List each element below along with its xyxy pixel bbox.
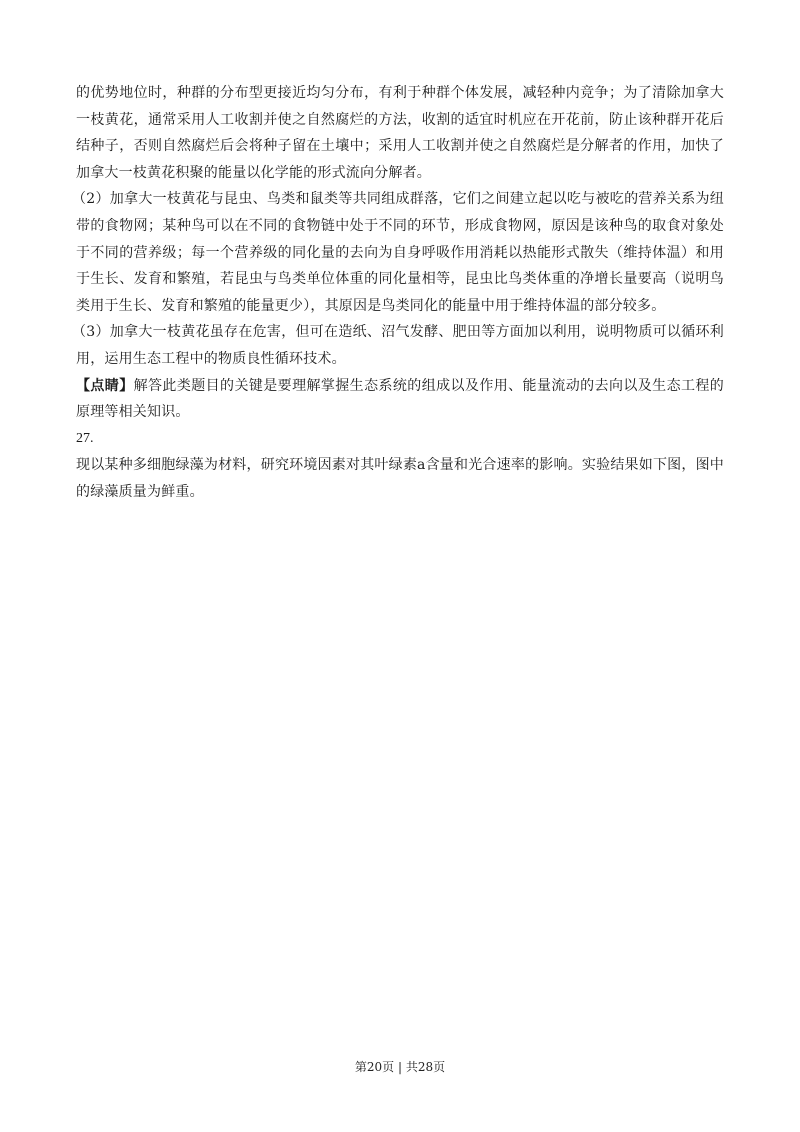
paragraph-answer-2: （2）加拿大一枝黄花与昆虫、鸟类和鼠类等共同组成群落，它们之间建立起以吃与被吃的营养关系为纽带的食物网；某种鸟可以在不同的食物链中处于不同的环节，形成食物网，原因是该种鸟的取食对象处于不同的营养级；每一个营养级的同化量的去向为自身呼吸作用消耗以热能形式散失（维持体温）和用于生长、发育和繁殖，若昆虫与鸟类单位体重的同化量相等，昆虫比鸟类体重的净增长量要高（说明鸟类用于生长、发育和繁殖的能量更少），其原因是鸟类同化的能量中用于维持体温的部分较多。 xyxy=(72,191,724,314)
page-footer: 第20页 | 共28页 xyxy=(354,1060,446,1074)
paragraph-answer-3: （3）加拿大一枝黄花虽存在危害，但可在造纸、沼气发酵、肥田等方面加以利用，说明物质可以循环利用，运用生态工程中的物质良性循环技术。 xyxy=(72,324,724,367)
page-content xyxy=(72,80,724,506)
tip-text: 解答此类题目的关键是要理解掌握生态系统的组成以及作用、能量流动的去向以及生态工程的原理等相关知识。 xyxy=(76,377,724,421)
tip-paragraph xyxy=(76,373,724,426)
question-text: 现以某种多细胞绿藻为材料，研究环境因素对其叶绿素a含量和光合速率的影响。实验结果如下图，图中的绿藻质量为鲜重。 xyxy=(76,457,724,500)
tip-label: 【点睛】 xyxy=(76,377,134,394)
question-number: 27. xyxy=(76,430,94,446)
paragraph-continuation: 的优势地位时，种群的分布型更接近均匀分布，有利于种群个体发展，减轻种内竞争；为了清除加拿大一枝黄花，通常采用人工收割并使之自然腐烂的方法，收割的适宜时机应在开花前，防止该种群开花后结种子，否则自然腐烂后会将种子留在土壤中；采用人工收割并使之自然腐烂是分解者的作用，加快了加拿大一枝黄花积聚的能量以化学能的形式流向分解者。 xyxy=(76,85,724,181)
